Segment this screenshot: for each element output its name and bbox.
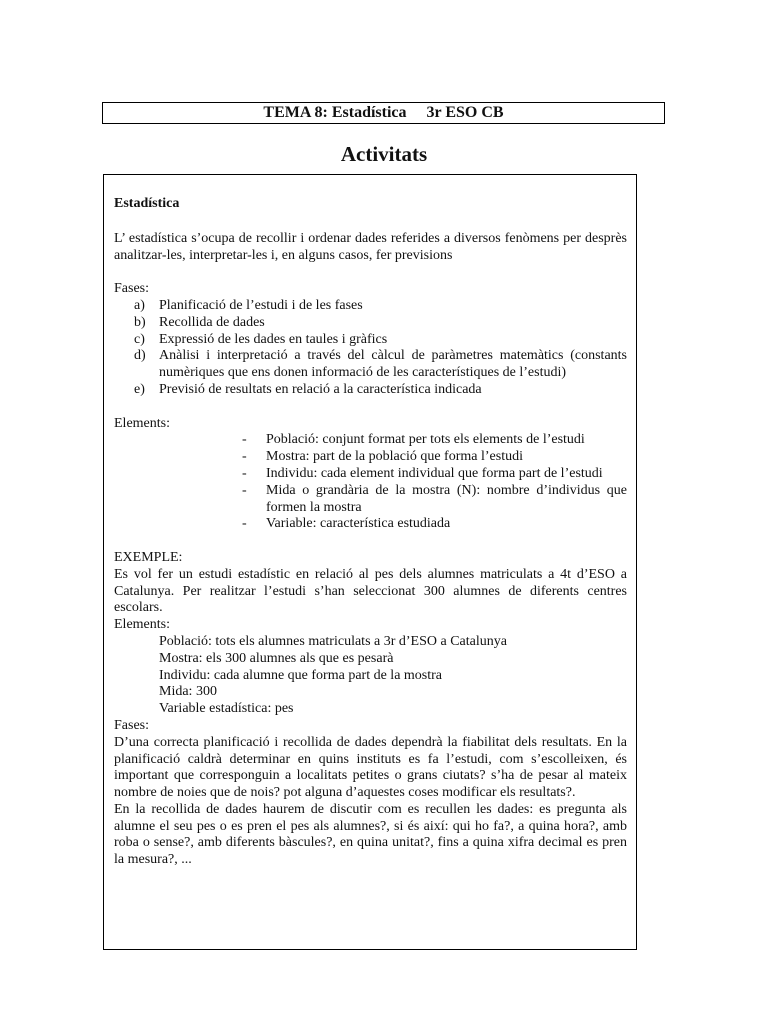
example-phases-label: Fases: — [114, 717, 149, 733]
phase-item: c) Expressió de les dades en taules i gràfics — [134, 331, 388, 347]
example-phases-paragraph-1: D’una correcta planificació i recollida de dades dependrà la fiabilitat dels resultats. En la planificació caldrà determinar en quins instituts es fa l’estudi, com s’escolleixen, és important que corresponguin a localitats petites o grans ciutats? s’ha de pesar al mateix nombre de noies que de nois? pot alguna d’aquestes coses modificar els resultats?. — [114, 734, 627, 801]
content-box — [103, 174, 637, 950]
example-element-item: Població: tots els alumnes matriculats a 3r d’ESO a Catalunya — [159, 633, 507, 649]
example-element-item: Variable estadística: pes — [159, 701, 294, 717]
element-item: - Variable: característica estudiada — [242, 516, 451, 532]
section-heading: Estadística — [114, 196, 180, 211]
example-description: Es vol fer un estudi estadístic en relació al pes dels alumnes matriculats a 4t d’ESO a Catalunya. Per realitzar l’estudi s’han seleccionat 300 alumnes de diferents centres escolars. — [114, 566, 627, 616]
intro-paragraph: L’ estadística s’ocupa de recollir i ordenar dades referides a diversos fenòmens per desprès analitzar-les, interpretar-les i, en alguns casos, fer previsions — [114, 230, 627, 263]
phases-list — [114, 298, 627, 399]
example-label: EXEMPLE: — [114, 549, 183, 565]
elements-label: Elements: — [114, 415, 170, 431]
example-element-item: Mostra: els 300 alumnes als que es pesarà — [159, 650, 394, 666]
topic-title: TEMA 8: Estadística — [263, 104, 407, 121]
element-item: - Individu: cada element individual que forma part de l’estudi — [242, 465, 603, 481]
phase-item: b) Recollida de dades — [134, 314, 265, 330]
element-item: - Mostra: part de la població que forma l’estudi — [242, 449, 523, 465]
elements-list — [114, 432, 627, 533]
example-elements-label: Elements: — [114, 617, 170, 633]
example-phases-paragraph-2: En la recollida de dades haurem de discutir com es recullen les dades: es pregunta als alumne el seu pes o es pren el pes als alumnes?, si és així: qui ho fa?, a quina hora?, amb roba o sense?, amb diferents bàscules?, en quina unitat?, fins a quina xifra decimal es pren la mesura?, ... — [114, 801, 627, 868]
phases-label: Fases: — [114, 281, 149, 297]
phase-item: d) Anàlisi i interpretació a través del càlcul de paràmetres matemàtics (constants numèriques que ens donen informació de les característiques de l’estudi) — [134, 348, 627, 381]
header-box — [102, 102, 665, 124]
example-element-item: Individu: cada alumne que forma part de la mostra — [159, 667, 443, 683]
phase-item: a) Planificació de l’estudi i de les fases — [134, 297, 363, 313]
element-item: - Mida o grandària de la mostra (N): nombre d’individus que formen la mostra — [242, 482, 627, 515]
example-element-item: Mida: 300 — [159, 684, 217, 700]
page-title: Activitats — [340, 142, 428, 166]
phase-item: e) Previsió de resultats en relació a la característica indicada — [134, 381, 482, 397]
element-item: - Població: conjunt format per tots els elements de l’estudi — [242, 432, 585, 448]
course-label: 3r ESO CB — [426, 104, 504, 121]
